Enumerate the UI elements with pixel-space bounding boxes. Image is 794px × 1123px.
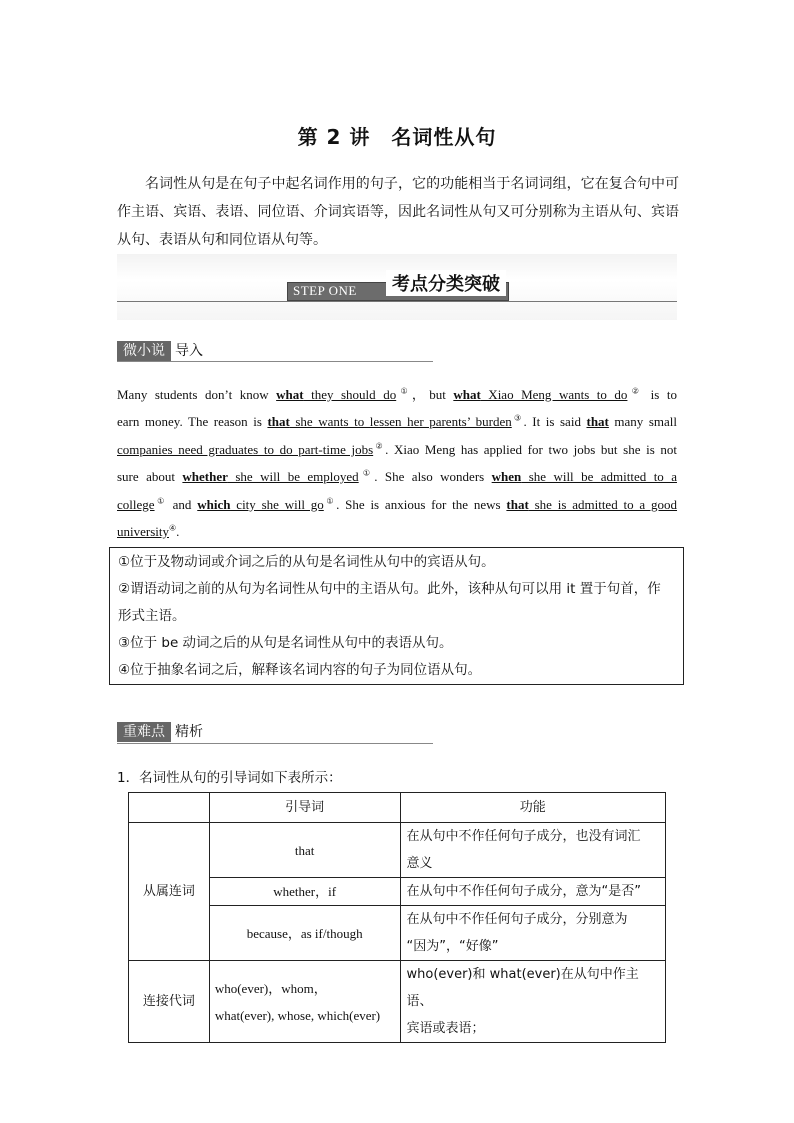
story-line: earn money. The reason is that she wants to lessen her parents’ burden③. It is said that many small xyxy=(117,414,678,430)
notes-box xyxy=(109,547,684,685)
group-label-cell: 从属连词 xyxy=(129,823,210,961)
function-cell: 在从句中不作任何句子成分，意为“是否” xyxy=(400,878,666,906)
banner-divider xyxy=(117,301,677,302)
table-row xyxy=(129,961,666,1043)
section-tag-analysis xyxy=(117,722,207,742)
intro-paragraph: 名词性从句是在句子中起名词作用的句子，它的功能相当于名词词组，它在复合句中可作主语、宾语、表语、同位语、介词宾语等，因此名词性从句又可分别称为主语从句、宾语从句、表语从句和同位语从句等。 xyxy=(117,176,679,248)
banner-heading: 考点分类突破 xyxy=(386,270,506,296)
story-line: companies need graduates to do part-time jobs②. Xiao Meng has applied for two jobs but she is not xyxy=(117,441,678,457)
table-row xyxy=(129,906,666,961)
table-row xyxy=(129,878,666,906)
banner-step-label: STEP ONE xyxy=(293,283,357,298)
group-label-cell: 连接代词 xyxy=(129,961,210,1043)
note-line: ③位于 be 动词之后的从句是名词性从句中的表语从句。 xyxy=(118,635,453,651)
section-tag-light: 导入 xyxy=(175,343,203,359)
table-row xyxy=(129,823,666,878)
section-tag-dark: 微小说 xyxy=(117,341,171,361)
story-line: university④. xyxy=(117,523,180,540)
word-cell: that xyxy=(209,823,400,878)
story-line: college① and which city she will go①. She is anxious for the news that she is admitted to a good xyxy=(117,496,678,512)
word-cell: who(ever)，whom， what(ever), whose, which(ever) xyxy=(209,961,400,1043)
story-line: Many students don’t know what they should do①，but what Xiao Meng wants to do② is to xyxy=(117,386,677,402)
word-cell: because，as if/though xyxy=(209,906,400,961)
note-line: 形式主语。 xyxy=(118,608,186,624)
section-underline xyxy=(117,743,433,744)
function-cell: who(ever)和 what(ever)在从句中作主语、 宾语或表语； xyxy=(400,961,666,1043)
table-header-cell: 引导词 xyxy=(209,793,400,823)
table-header-cell: 功能 xyxy=(400,793,666,823)
numbered-heading: 1．名词性从句的引导词如下表所示： xyxy=(117,770,342,786)
function-cell: 在从句中不作任何句子成分，分别意为 “因为”，“好像” xyxy=(400,906,666,961)
table-header-row xyxy=(129,793,666,823)
note-line: ②谓语动词之前的从句为名词性从句中的主语从句。此外，该种从句可以用 it 置于句首，作 xyxy=(118,581,661,597)
section-tag-story xyxy=(117,341,207,361)
page-title: 第 2 讲 名词性从句 xyxy=(297,125,497,149)
section-tag-dark: 重难点 xyxy=(117,722,171,742)
story-line: sure about whether she will be employed①. She also wonders when she will be admitted to a xyxy=(117,468,677,485)
section-tag-light: 精析 xyxy=(175,724,203,740)
function-cell: 在从句中不作任何句子成分，也没有词汇 意义 xyxy=(400,823,666,878)
note-line: ①位于及物动词或介词之后的从句是名词性从句中的宾语从句。 xyxy=(118,554,495,570)
introducer-table xyxy=(128,792,666,1043)
word-cell: whether，if xyxy=(209,878,400,906)
story-paragraph xyxy=(117,381,677,545)
note-line: ④位于抽象名词之后，解释该名词内容的句子为同位语从句。 xyxy=(118,662,482,678)
table-header-cell xyxy=(129,793,210,823)
section-underline xyxy=(117,361,433,362)
